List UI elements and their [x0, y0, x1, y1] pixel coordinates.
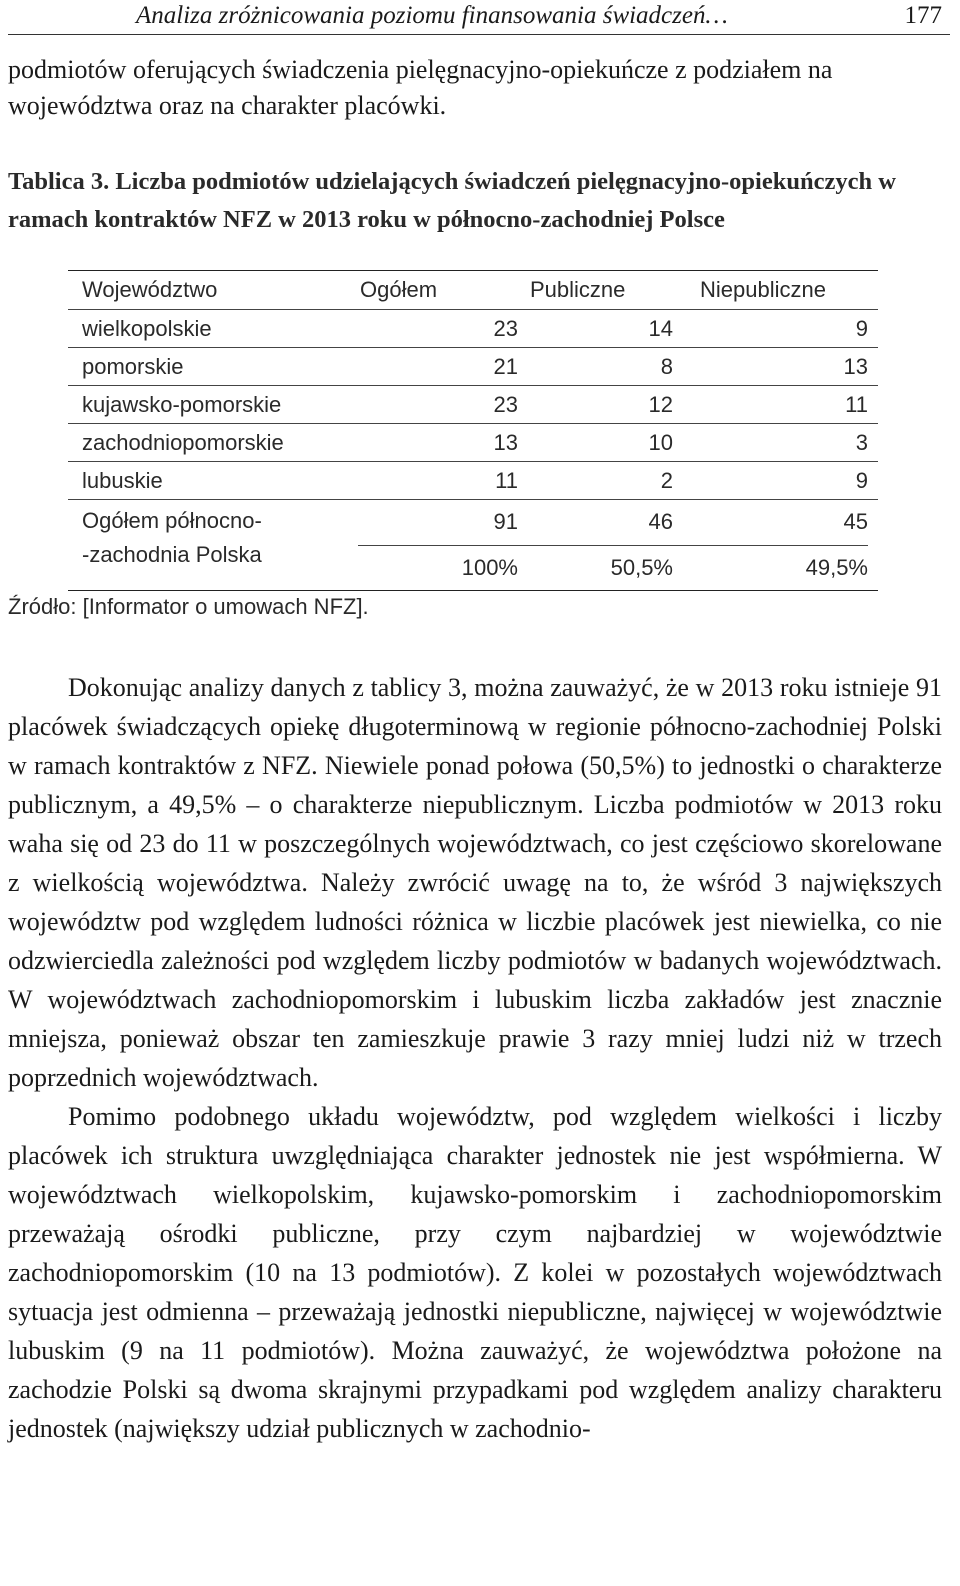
table-source: Źródło: [Informator o umowach NFZ].	[8, 594, 369, 619]
table-row	[68, 462, 878, 500]
table-cell: 11	[845, 391, 868, 417]
body-text	[8, 668, 942, 1448]
data-table	[68, 270, 878, 591]
total-percent: 49,5%	[805, 554, 868, 580]
table-cell: 12	[648, 391, 673, 417]
running-header-title: Analiza zróżnicowania poziomu finansowania świadczeń…	[136, 2, 728, 29]
table-cell: 3	[855, 429, 868, 455]
table-caption: Tablica 3. Liczba podmiotów udzielających świadczeń pielęgnacyjno-opiekuńczych w ramach kontraktów NFZ w 2013 roku w północno-zachodniej Polsce	[8, 168, 896, 233]
table-cell: 8	[660, 353, 673, 379]
intro-text: podmiotów oferujących świadczenia pielęgnacyjno-opiekuńcze z podziałem na województwa oraz na charakter placówki.	[8, 55, 833, 120]
total-percent: 100%	[461, 554, 518, 580]
table-cell: pomorskie	[82, 353, 184, 379]
total-percent: 50,5%	[610, 554, 673, 580]
total-label	[68, 500, 358, 590]
table-cell: 2	[660, 467, 673, 493]
table-cell: 11	[495, 467, 518, 493]
total-count: 46	[648, 509, 673, 535]
table-cell: wielkopolskie	[82, 315, 212, 341]
page-number: 177	[904, 2, 942, 29]
column-header: Publiczne	[530, 277, 626, 302]
column-header: Województwo	[82, 277, 218, 302]
column-header: Ogółem	[360, 277, 438, 302]
total-label-line: Ogółem północno-	[82, 508, 262, 533]
table-total-row	[68, 500, 878, 590]
table-cell: 13	[843, 353, 868, 379]
table-cell: 14	[648, 315, 673, 341]
paragraph: Dokonując analizy danych z tablicy 3, można zauważyć, że w 2013 roku istnieje 91 placówek świadczących opiekę długoterminową w regionie północno-zachodniej Polski w ramach kontraktów z NFZ. Niewiele ponad połowa (50,5%) to jednostki o charakterze publicznym, a 49,5% – o charakterze niepublicznym. Liczba podmiotów w 2013 roku waha się od 23 do 11 w poszczególnych województwach, co jest częściowo skorelowane z wielkością województwa. Należy zwrócić uwagę na to, że wśród 3 największych województw pod względem ludności różnica w liczbie placówek jest niewielka, co nie odzwierciedla zależności pod względem liczby podmiotów w badanych województwach. W województwach zachodniopomorskim i lubuskim liczba zakładów jest znacznie mniejsza, ponieważ obszar ten zamieszkuje prawie 3 razy mniej ludzi niż w trzech poprzednich województwach.	[8, 673, 942, 1092]
table-cell: 13	[493, 429, 518, 455]
column-header: Niepubliczne	[700, 277, 826, 302]
table-cell: lubuskie	[82, 467, 163, 493]
table-cell: kujawsko-pomorskie	[82, 391, 282, 417]
total-counts-row	[358, 500, 868, 546]
total-values	[358, 500, 868, 590]
table-row	[68, 310, 878, 348]
total-count: 91	[493, 509, 518, 535]
table-cell: 23	[493, 315, 518, 341]
table-row	[68, 348, 878, 386]
paragraph: Pomimo podobnego układu województw, pod względem wielkości i liczby placówek ich struktura uwzględniająca charakter jednostek nie jest współmierna. W województwach wielkopolskim, kujawsko-pomorskim i zachodniopomorskim przeważają ośrodki publiczne, przy czym najbardziej w województwie zachodniopomorskim (10 na 13 podmiotów). Z kolei w pozostałych województwach sytuacja jest odmienna – przeważają jednostki niepubliczne, najwięcej w województwie lubuskim (9 na 11 podmiotów). Można zauważyć, że województwa położone na zachodzie Polski są dwoma skrajnymi przypadkami pod względem analizy charakteru jednostek (największy udział publicznych w zachodnio-	[8, 1102, 942, 1443]
table-cell: zachodniopomorskie	[82, 429, 284, 455]
total-count: 45	[843, 509, 868, 535]
table-header-row	[68, 271, 878, 310]
total-percents-row	[358, 546, 868, 591]
table-row	[68, 424, 878, 462]
total-label-line: -zachodnia Polska	[82, 542, 262, 567]
table-cell: 10	[648, 429, 673, 455]
table-cell: 21	[493, 353, 518, 379]
table-row	[68, 386, 878, 424]
running-header	[8, 0, 950, 35]
table-cell: 9	[855, 467, 868, 493]
table-cell: 23	[493, 391, 518, 417]
table-cell: 9	[855, 315, 868, 341]
